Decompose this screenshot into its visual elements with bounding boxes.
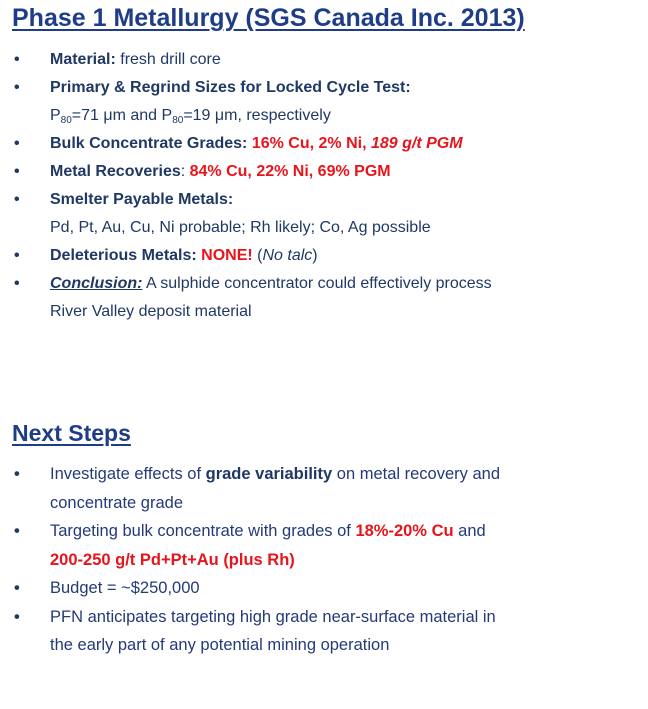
item1-line2: concentrate grade: [50, 493, 184, 512]
list-item-recoveries: [0, 158, 648, 186]
bullet-icon: •: [14, 522, 20, 540]
list-item-smelter: [0, 186, 648, 242]
smelter-label: Smelter Payable Metals:: [50, 191, 234, 208]
sizes-v2: =19 μm, respectively: [183, 107, 331, 124]
list-item-grade-variability: [0, 460, 648, 517]
sizes-v1: =71 μm and P: [71, 107, 173, 124]
bullet-icon: •: [14, 465, 20, 483]
item1-bold: grade variability: [205, 465, 333, 483]
next-steps-title: Next Steps: [12, 420, 131, 446]
bullet-icon: •: [14, 579, 20, 597]
recoveries-colon: :: [180, 163, 186, 180]
item4-line2: the early part of any potential mining operation: [50, 636, 390, 654]
item2-mid: and: [453, 522, 486, 540]
list-item-deleterious: [0, 242, 648, 270]
sizes-sub1: 80: [60, 115, 72, 126]
bullet-icon: •: [14, 79, 20, 96]
sizes-p1: P: [50, 107, 61, 124]
item1-post: on metal recovery and: [332, 465, 501, 483]
list-item-sizes: [0, 74, 648, 130]
list-item-grades: [0, 130, 648, 158]
material-value: fresh drill core: [115, 51, 221, 68]
bullet-icon: •: [14, 247, 20, 264]
phase1-title: Phase 1 Metallurgy (SGS Canada Inc. 2013): [12, 4, 525, 32]
list-item-material: [0, 46, 648, 74]
list-item-targeting: [0, 517, 648, 574]
list-item-pfn: [0, 603, 648, 660]
item1-pre: Investigate effects of: [50, 465, 206, 483]
bullet-icon: •: [14, 275, 20, 292]
conclusion-line1: A sulphide concentrator could effectively process: [142, 275, 492, 292]
sizes-label: Primary & Regrind Sizes for Locked Cycle Test:: [50, 79, 411, 96]
item4-line1: PFN anticipates targeting high grade near-surface material in: [50, 607, 496, 626]
phase1-bullet-list: [0, 46, 648, 326]
item2-red1: 18%-20% Cu: [355, 522, 454, 540]
grades-value-pgm: 189 g/t PGM: [370, 135, 463, 152]
list-item-budget: [0, 574, 648, 603]
recoveries-label: Metal Recoveries: [50, 163, 181, 180]
grades-value: 16% Cu, 2% Ni,: [247, 135, 371, 152]
deleterious-value: NONE!: [196, 247, 253, 264]
sizes-sub2: 80: [172, 115, 184, 126]
bullet-icon: •: [14, 191, 20, 208]
bullet-icon: •: [14, 163, 20, 180]
conclusion-label: Conclusion:: [50, 275, 143, 292]
conclusion-line2: River Valley deposit material: [50, 303, 252, 320]
item2-pre: Targeting bulk concentrate with grades of: [50, 522, 356, 540]
bullet-icon: •: [14, 607, 20, 626]
item2-red2: 200-250 g/t Pd+Pt+Au (plus Rh): [50, 550, 295, 569]
bullet-icon: •: [14, 51, 20, 68]
deleterious-note-italic: No talc: [262, 247, 313, 264]
deleterious-note-close: ): [312, 247, 318, 264]
deleterious-label: Deleterious Metals:: [50, 247, 197, 264]
list-item-conclusion: [0, 270, 648, 326]
smelter-value: Pd, Pt, Au, Cu, Ni probable; Rh likely; Co, Ag possible: [50, 219, 431, 236]
item3: Budget = ~$250,000: [50, 579, 200, 597]
bullet-icon: •: [14, 135, 20, 152]
material-label: Material:: [50, 51, 116, 68]
grades-label: Bulk Concentrate Grades:: [50, 135, 248, 152]
recoveries-value: 84% Cu, 22% Ni, 69% PGM: [185, 163, 391, 180]
next-steps-bullet-list: [0, 460, 648, 660]
deleterious-note-open: (: [252, 247, 263, 264]
